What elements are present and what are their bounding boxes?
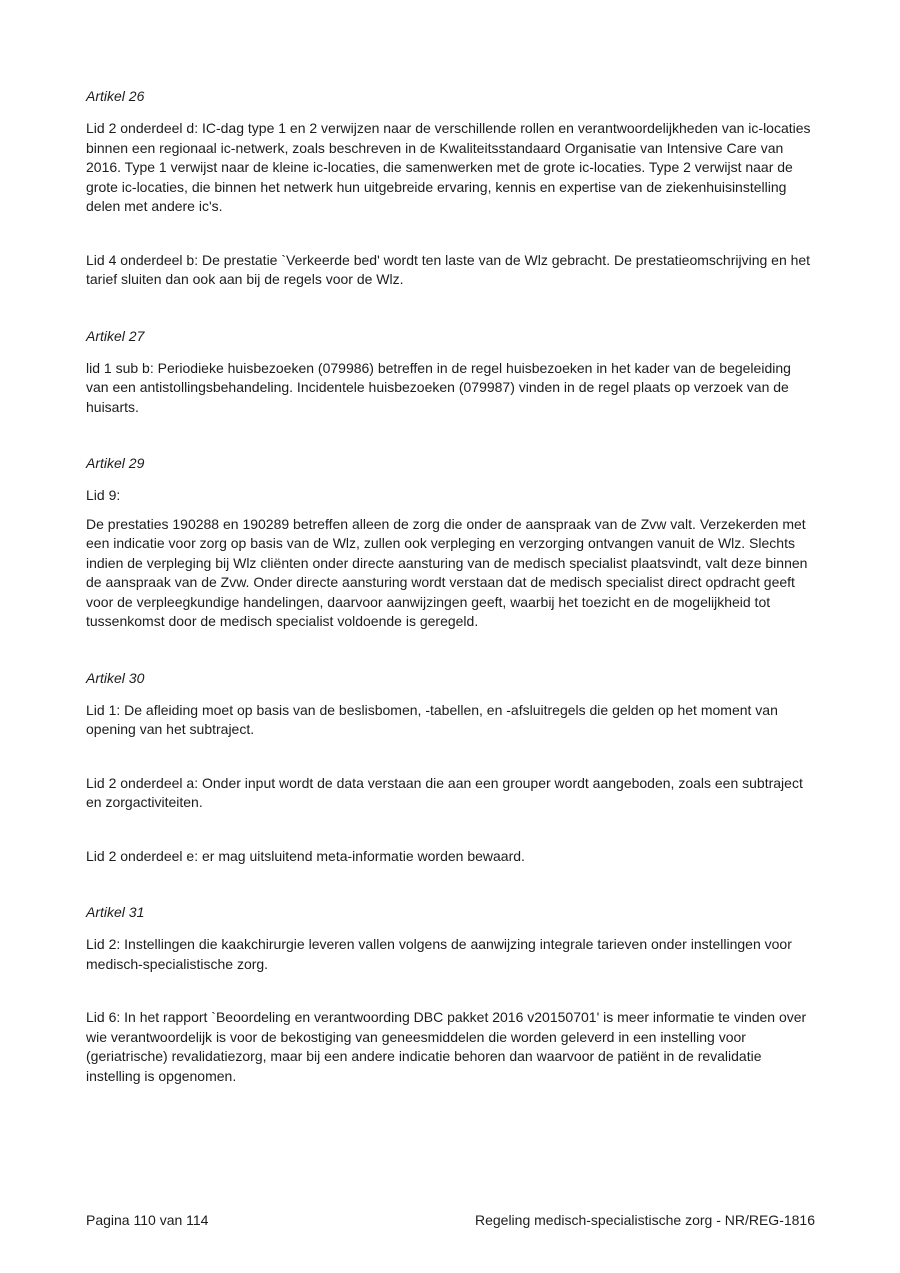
- article-section-31: [86, 903, 816, 1086]
- footer-page-number: Pagina 110 van 114: [86, 1212, 209, 1228]
- article-paragraph: lid 1 sub b: Periodieke huisbezoeken (079986) betreffen in de regel huisbezoeken in het kader van de begeleiding van een antistollingsbehandeling. Incidentele huisbezoeken (079987) vinden in de regel plaats op verzoek van de huisarts.: [86, 359, 791, 415]
- footer-document-title: Regeling medisch-specialistische zorg - NR/REG-1816: [474, 1212, 815, 1228]
- article-paragraph: Lid 2: Instellingen die kaakchirurgie leveren vallen volgens de aanwijzing integrale tarieven onder instellingen voor medisch-specialistische zorg.: [86, 936, 792, 972]
- article-paragraph: Lid 2 onderdeel d: IC-dag type 1 en 2 verwijzen naar de verschillende rollen en verantwoordelijkheden van ic-locaties binnen een regionaal ic-netwerk, zoals beschreven in de Kwaliteitsstandaard Organisatie van Intensive Care van 2016. Type 1 verwijst naar de kleine ic-locaties, die samenwerken met de grote ic-locaties. Type 2 verwijst naar de grote ic-locaties, die binnen het netwerk hun uitgebreide ervaring, kennis en expertise van de ziekenhuisinstelling delen met andere ic's.: [86, 120, 811, 214]
- page-footer: [86, 1211, 815, 1229]
- article-paragraph: De prestaties 190288 en 190289 betreffen alleen de zorg die onder de aanspraak van de Zvw valt. Verzekerden met een indicatie voor zorg op basis van de Wlz, zullen ook verpleging en verzorging ontvangen vanuit de Wlz. Slechts indien de verpleging bij Wlz cliënten onder directe aansturing van de medisch specialist plaatsvindt, valt deze binnen de aanspraak van de Zvw. Onder directe aansturing wordt verstaan dat de medisch specialist direct opdracht geeft voor de verpleegkundige handelingen, daarvoor aanwijzingen geeft, waarbij het toezicht en de mogelijkheid tot tussenkomst door de medisch specialist voldoende is geregeld.: [86, 515, 808, 629]
- article-paragraph: Lid 4 onderdeel b: De prestatie `Verkeerde bed' wordt ten laste van de Wlz gebracht. De prestatieomschrijving en het tarief sluiten dan ook aan bij de regels voor de Wlz.: [86, 251, 811, 287]
- article-section-29: [86, 454, 816, 632]
- article-heading: Artikel 30: [86, 669, 145, 686]
- article-heading: Artikel 31: [86, 904, 145, 920]
- article-paragraph: Lid 2 onderdeel e: er mag uitsluitend meta-informatie worden bewaard.: [86, 847, 525, 864]
- article-paragraph: Lid 2 onderdeel a: Onder input wordt de data verstaan die aan een grouper wordt aangeboden, zoals een subtraject en zorgactiviteiten.: [86, 774, 803, 810]
- article-paragraph: Lid 6: In het rapport `Beoordeling en verantwoording DBC pakket 2016 v20150701' is meer informatie te vinden over wie verantwoordelijk is voor de bekostiging van geneesmiddelen die worden geleverd in een instelling voor (geriatrische) revalidatiezorg, maar bij een andere indicatie behoren dan waarvoor de patiënt in de revalidatie instelling is opgenomen.: [86, 1009, 807, 1084]
- article-section-27: [86, 327, 816, 418]
- article-paragraph: Lid 9:: [86, 487, 121, 503]
- article-heading: Artikel 27: [86, 327, 145, 344]
- page-content: [86, 87, 816, 1120]
- article-section-26: [86, 87, 816, 290]
- article-heading: Artikel 26: [86, 88, 145, 104]
- article-paragraph: Lid 1: De afleiding moet op basis van de beslisbomen, -tabellen, en -afsluitregels die gelden op het moment van opening van het subtraject.: [86, 701, 778, 737]
- article-heading: Artikel 29: [86, 455, 145, 471]
- article-section-30: [86, 669, 816, 867]
